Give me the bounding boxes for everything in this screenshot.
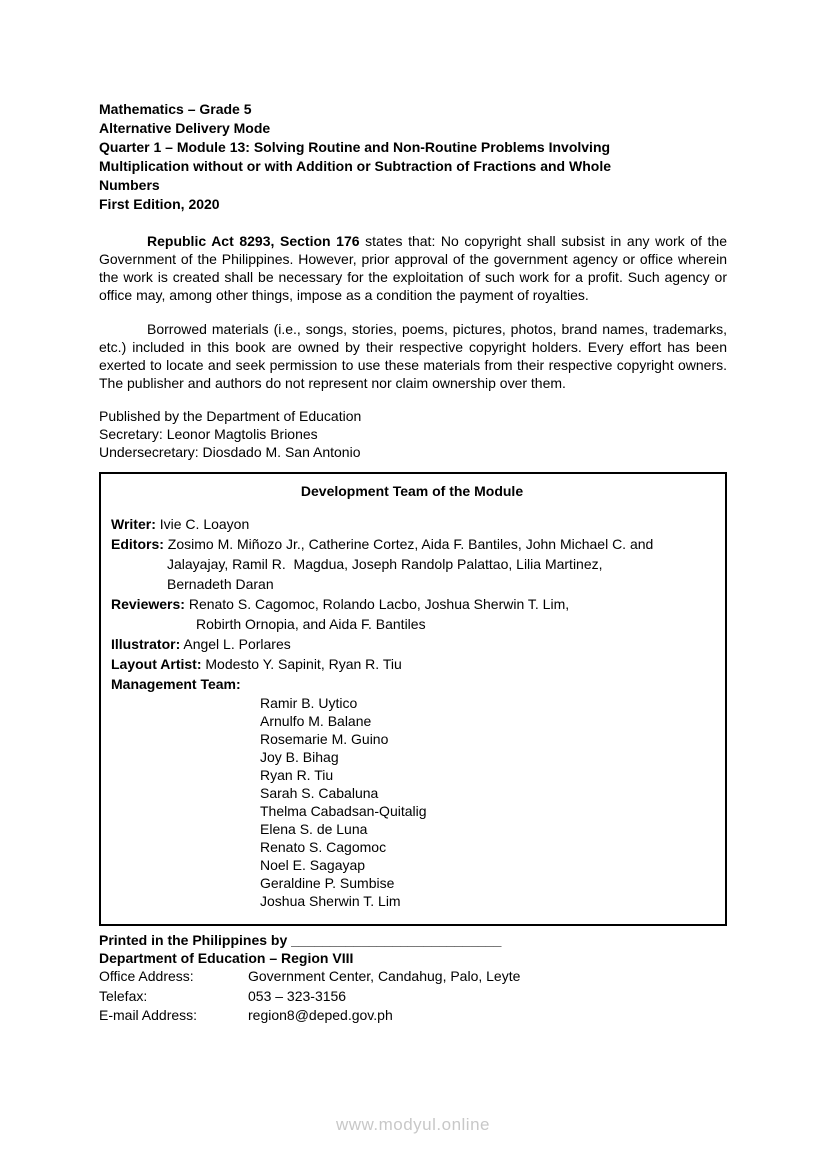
delivery-mode-line: Alternative Delivery Mode [99,120,271,136]
management-team-label: Management Team: [111,676,241,692]
layout-artist-label: Layout Artist: [111,656,202,672]
management-team-member: Geraldine P. Sumbise [260,875,395,891]
telefax-value: 053 – 323-3156 [248,987,347,1004]
management-team-member: Thelma Cabadsan-Quitalig [260,803,427,819]
management-team-member: Renato S. Cagomoc [260,839,387,855]
editors-line-1 [111,534,713,554]
reviewers-value-1: Renato S. Cagomoc, Rolando Lacbo, Joshua Sherwin T. Lim, [184,596,570,612]
subject-grade-line: Mathematics – Grade 5 [99,101,252,117]
printed-block [99,931,727,1026]
printed-by-line: Printed in the Philippines by ___________________________ [99,932,502,948]
email-address-value: region8@deped.gov.ph [248,1007,393,1023]
management-team-member: Joy B. Bihag [260,749,339,765]
writer-label: Writer: [111,516,156,532]
management-team-label-line [111,674,713,694]
writer-line [111,514,713,534]
office-address-value: Government Center, Candahug, Palo, Leyte [248,968,521,984]
copyright-paragraph-1 [99,232,727,304]
management-team-member: Ramir B. Uytico [260,695,358,711]
undersecretary-line: Undersecretary: Diosdado M. San Antonio [99,444,361,460]
reviewers-line-1 [111,594,713,614]
editors-line-3: Bernadeth Daran [167,576,274,592]
publisher-block [99,407,727,461]
illustrator-label: Illustrator: [111,636,181,652]
editors-line-2: Jalayajay, Ramil R. Magdua, Joseph Randolp Palattao, Lilia Martinez, [167,556,603,572]
reviewers-line-2: Robirth Ornopia, and Aida F. Bantiles [196,616,426,632]
department-region-line: Department of Education – Region VIII [99,950,354,966]
management-team-member: Sarah S. Cabaluna [260,785,379,801]
management-team-member: Arnulfo M. Balane [260,713,372,729]
published-by-line: Published by the Department of Education [99,408,362,424]
layout-artist-value: Modesto Y. Sapinit, Ryan R. Tiu [201,656,402,672]
illustrator-line [111,634,713,654]
email-address-row [99,1006,727,1026]
editors-label: Editors: [111,536,164,552]
office-address-label: Office Address: [99,968,194,984]
page-content [99,100,727,1026]
development-team-title: Development Team of the Module [300,483,524,499]
republic-act-body: states that: No copyright shall subsist in any work of the Government of the Philippines. However, prior approval of the government agency or office wherein the work is created shall be necessary for the exploitation of such work for a profit. Such agency or office may, among other things, impose as a condition the payment of royalties. [99,233,727,303]
management-team-member: Noel E. Sagayap [260,857,366,873]
module-title-line-2: Multiplication without or with Addition or Subtraction of Fractions and Whole [99,158,611,174]
management-team-member: Ryan R. Tiu [260,767,334,783]
management-team-list [111,694,713,910]
copyright-paragraph-2: Borrowed materials (i.e., songs, stories, poems, pictures, photos, brand names, trademarks, etc.) included in this book are owned by their respective copyright holders. Every effort has been exerted to locate and seek permission to use these materials from their respective copyright owners. The publisher and authors do not represent nor claim ownership over them. [99,321,727,391]
development-team-box [99,472,727,926]
editors-value-1: Zosimo M. Miñozo Jr., Catherine Cortez, Aida F. Bantiles, John Michael C. and [163,536,654,552]
module-title-line-3: Numbers [99,177,160,193]
management-team-member: Elena S. de Luna [260,821,368,837]
telefax-row [99,987,727,1007]
management-team-member: Joshua Sherwin T. Lim [260,893,401,909]
layout-artist-line [111,654,713,674]
email-address-label: E-mail Address: [99,1007,198,1023]
edition-line: First Edition, 2020 [99,196,220,212]
watermark-text: www.modyul.online [335,1115,490,1134]
module-title-line-1: Quarter 1 – Module 13: Solving Routine and Non-Routine Problems Involving [99,139,611,155]
republic-act-bold-lead: Republic Act 8293, Section 176 [147,233,360,249]
telefax-label: Telefax: [99,987,148,1004]
illustrator-value: Angel L. Porlares [180,636,291,652]
header-block [99,100,727,214]
secretary-line: Secretary: Leonor Magtolis Briones [99,426,318,442]
management-team-member: Rosemarie M. Guino [260,731,389,747]
writer-value: Ivie C. Loayon [155,516,250,532]
office-address-row [99,967,727,987]
reviewers-label: Reviewers: [111,596,185,612]
